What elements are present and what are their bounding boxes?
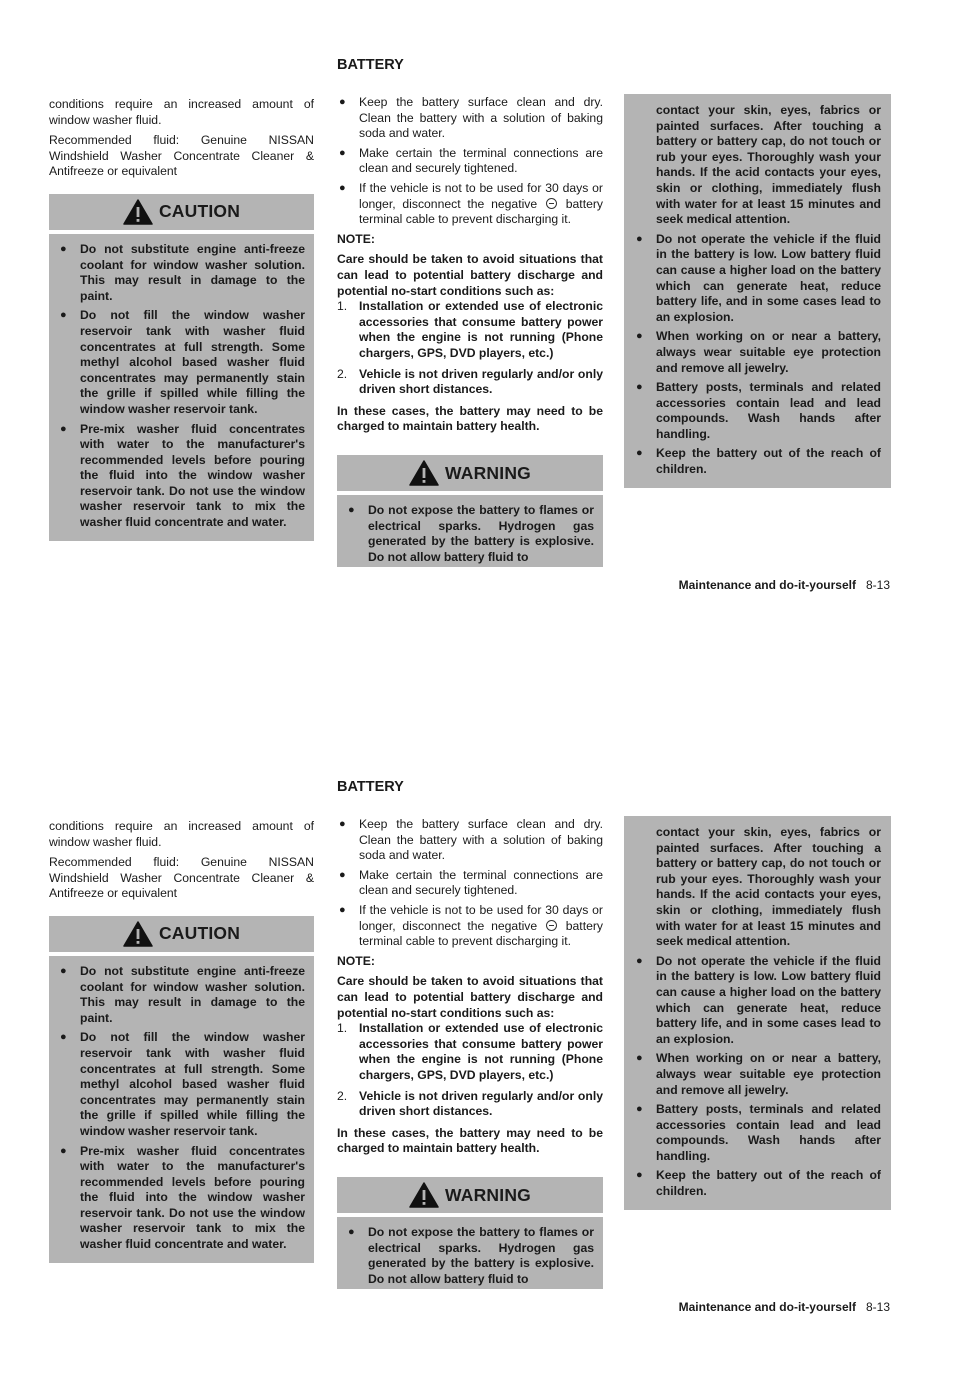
list-item: ● Do not substitute engine anti-freeze coolant for window washer solution. This may result in damage to the paint. (60, 963, 305, 1025)
list-item: ● When working on or near a battery, always wear suitable eye protection and remove all jewelry. (636, 329, 881, 375)
list-item: ● Keep the battery surface clean and dry. Clean the battery with a solution of baking soda and water. (339, 95, 603, 141)
list-item: ● Battery posts, terminals and related accessories contain lead and lead compounds. Wash hands after handling. (636, 380, 881, 441)
list-item: ● If the vehicle is not to be used for 30 days or longer, disconnect the negative battery terminal cable to prevent discharging it. (339, 902, 604, 949)
numbered-item: 1. Installation or extended use of electronic accessories that consume battery power when the engine is not running (Phone chargers, GPS, DVD players, etc.) (337, 1021, 603, 1082)
list-item: ● Do not fill the window washer reservoir tank with washer fluid concentrates at full strength. Some methyl alcohol based washer fluid concentrates may permanently stain the grille if spilled while filling the window washer reservoir tank. (60, 308, 305, 416)
warning-header (337, 1177, 603, 1213)
list-item: ● Do not operate the vehicle if the fluid in the battery is low. Low battery fluid can cause a higher load on the battery which can generate heat, reduce battery life, and in some cases lead to an explosion. (636, 953, 881, 1046)
warning-triangle-icon (409, 1182, 439, 1208)
warning-triangle-icon (409, 460, 439, 486)
warning-triangle-icon (123, 921, 153, 947)
note-text: Care should be taken to avoid situations that can lead to potential battery discharge and potential no-start conditions such as: (337, 974, 603, 1020)
list-item: ● Pre-mix washer fluid concentrates with water to the manufacturer's recommended levels before pouring the fluid into the window washer reservoir tank. Do not use the window washer reservoir tank to mix the washer fluid concentrate and water. (60, 421, 305, 530)
column-left (49, 819, 314, 1263)
warning-label: WARNING (445, 462, 531, 483)
list-item: ● Do not substitute engine anti-freeze coolant for window washer solution. This may result in damage to the paint. (60, 241, 305, 303)
note-text: Care should be taken to avoid situations that can lead to potential battery discharge and potential no-start conditions such as: (337, 252, 603, 298)
page-footer (679, 1300, 890, 1314)
warning-header (337, 455, 603, 491)
warning-box (337, 1177, 603, 1289)
list-item: ● Do not operate the vehicle if the fluid in the battery is low. Low battery fluid can cause a higher load on the battery which can generate heat, reduce battery life, and in some cases lead to an explosion. (636, 231, 881, 324)
continued-text: contact your skin, eyes, fabrics or painted surfaces. After touching a battery or battery cap, do not touch or rub your eyes. Thoroughly wash your hands. If the acid contacts your eyes, skin or clothing, immediately flush with water for at least 15 minutes and seek medical attention. (656, 103, 881, 227)
closing-text: In these cases, the battery may need to be charged to maintain battery health. (337, 1125, 603, 1156)
section-title: BATTERY (337, 779, 404, 795)
paragraph: conditions require an increased amount of window washer fluid. (49, 97, 314, 127)
list-item: ● Keep the battery surface clean and dry. Clean the battery with a solution of baking soda and water. (339, 817, 603, 863)
page-number: 8-13 (865, 578, 890, 592)
negative-terminal-icon (546, 920, 557, 931)
column-left (49, 97, 314, 541)
section-title: BATTERY (337, 57, 404, 73)
footer-label: Maintenance and do-it-yourself (678, 578, 856, 592)
footer-label: Maintenance and do-it-yourself (678, 1300, 856, 1314)
page-footer (679, 578, 890, 592)
numbered-item: 1. Installation or extended use of electronic accessories that consume battery power when the engine is not running (Phone chargers, GPS, DVD players, etc.) (337, 299, 603, 360)
paragraph: Recommended fluid: Genuine NISSAN Windshield Washer Concentrate Cleaner & Antifreeze or equivalent (49, 855, 314, 901)
warning-box-continued (624, 94, 891, 488)
column-middle (337, 95, 603, 440)
list-item: ● Do not fill the window washer reservoir tank with washer fluid concentrates at full strength. Some methyl alcohol based washer fluid concentrates may permanently stain the grille if spilled while filling the window washer reservoir tank. (60, 1030, 305, 1138)
page-top (0, 0, 954, 675)
list-item: ● Keep the battery out of the reach of children. (636, 446, 881, 477)
caution-header (49, 916, 314, 952)
warning-box (337, 455, 603, 567)
page-bottom (0, 722, 954, 1397)
list-item: ● When working on or near a battery, always wear suitable eye protection and remove all jewelry. (636, 1051, 881, 1097)
column-middle (337, 817, 603, 1162)
caution-label: CAUTION (158, 923, 241, 944)
caution-label: CAUTION (158, 201, 241, 222)
warning-triangle-icon (123, 199, 153, 225)
note-label: NOTE: (337, 231, 375, 246)
paragraph: conditions require an increased amount of window washer fluid. (49, 819, 314, 849)
list-item: ● Pre-mix washer fluid concentrates with water to the manufacturer's recommended levels before pouring the fluid into the window washer reservoir tank. Do not use the window washer reservoir tank to mix the washer fluid concentrate and water. (60, 1143, 305, 1252)
warning-box-continued (624, 816, 891, 1210)
list-item: ● Keep the battery out of the reach of children. (636, 1168, 881, 1199)
paragraph: Recommended fluid: Genuine NISSAN Windshield Washer Concentrate Cleaner & Antifreeze or equivalent (49, 133, 314, 179)
negative-terminal-icon (546, 198, 557, 209)
caution-box (49, 916, 314, 1263)
list-item: ● Make certain the terminal connections are clean and securely tightened. (339, 145, 603, 176)
caution-header (49, 194, 314, 230)
note-label: NOTE: (337, 953, 375, 968)
continued-text: contact your skin, eyes, fabrics or painted surfaces. After touching a battery or battery cap, do not touch or rub your eyes. Thoroughly wash your hands. If the acid contacts your eyes, skin or clothing, immediately flush with water for at least 15 minutes and seek medical attention. (656, 825, 881, 949)
list-item: ● Battery posts, terminals and related accessories contain lead and lead compounds. Wash hands after handling. (636, 1102, 881, 1163)
numbered-item: 2. Vehicle is not driven regularly and/or only driven short distances. (337, 1088, 603, 1119)
list-item: ● Do not expose the battery to flames or electrical sparks. Hydrogen gas generated by the battery is explosive. Do not allow battery fluid to (348, 1225, 594, 1286)
list-item: ● If the vehicle is not to be used for 30 days or longer, disconnect the negative battery terminal cable to prevent discharging it. (339, 180, 604, 227)
numbered-item: 2. Vehicle is not driven regularly and/or only driven short distances. (337, 366, 603, 397)
list-item: ● Make certain the terminal connections are clean and securely tightened. (339, 867, 603, 898)
list-item: ● Do not expose the battery to flames or electrical sparks. Hydrogen gas generated by the battery is explosive. Do not allow battery fluid to (348, 503, 594, 564)
warning-label: WARNING (445, 1184, 531, 1205)
closing-text: In these cases, the battery may need to be charged to maintain battery health. (337, 403, 603, 434)
page-number: 8-13 (865, 1300, 890, 1314)
caution-box (49, 194, 314, 541)
